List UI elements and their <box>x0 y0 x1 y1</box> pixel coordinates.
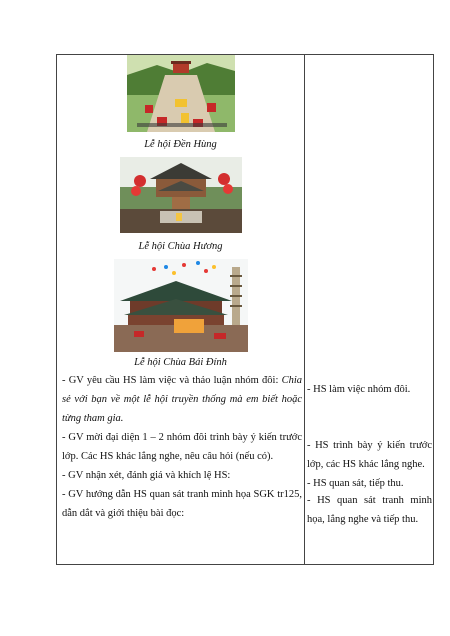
chua-huong-caption: Lễ hội Chùa Hương <box>138 241 223 252</box>
chua-bai-dinh-caption: Lễ hội Chùa Bái Đính <box>134 357 227 368</box>
pair-discussion-instruction: - GV yêu cầu HS làm việc và thảo luận nhóm đôi: <box>62 375 282 386</box>
den-hung-festival-photo <box>127 55 235 132</box>
student-step-pair-work: - HS làm việc nhóm đôi. <box>307 384 411 395</box>
den-hung-caption: Lễ hội Đền Hùng <box>144 139 217 150</box>
chua-bai-dinh-festival-photo <box>114 259 248 352</box>
student-step-observe: - HS quan sát tranh minh họa, lắng nghe và tiếp thu. <box>307 495 432 525</box>
chua-huong-festival-photo <box>120 157 242 233</box>
student-step-listen: - HS quan sát, tiếp thu. <box>307 478 404 489</box>
teacher-step-pair-discussion <box>62 371 302 428</box>
teacher-step-feedback: - GV nhận xét, đánh giá và khích lệ HS: <box>62 470 231 481</box>
pair-discussion-prompt: Chia sẻ với bạn về một lễ hội truyền thống mà em biết hoặc từng tham gia. <box>62 375 302 424</box>
student-step-present: - HS trình bày ý kiến trước lớp, các HS khác lắng nghe. <box>307 440 432 470</box>
column-divider <box>304 54 305 565</box>
teacher-step-guide: - GV hướng dẫn HS quan sát tranh minh họa SGK tr125, dẫn dắt và giới thiệu bài đọc: <box>62 489 302 519</box>
teacher-step-present: - GV mời đại diện 1 – 2 nhóm đôi trình bày ý kiến trước lớp. Các HS khác lắng nghe, nêu câu hỏi (nếu có). <box>62 432 302 462</box>
